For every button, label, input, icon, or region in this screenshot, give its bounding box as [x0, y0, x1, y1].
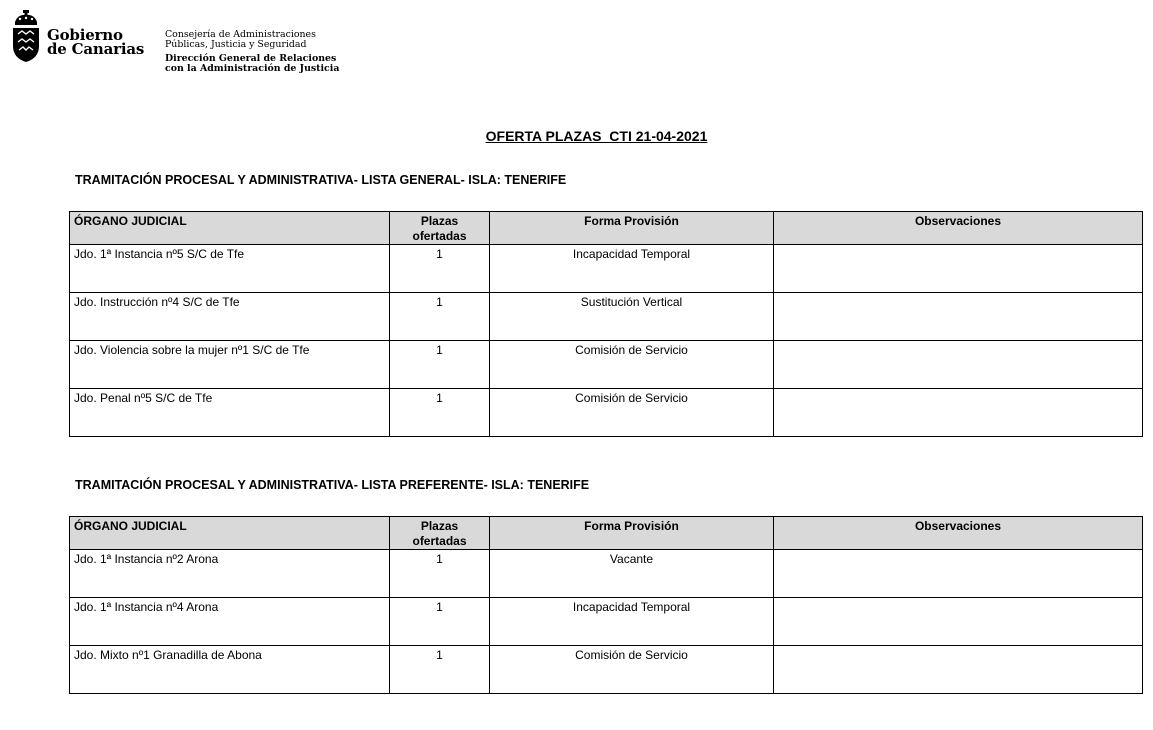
cell-forma: Incapacidad Temporal: [490, 598, 774, 646]
document-title: OFERTA PLAZAS CTI 21-04-2021: [485, 128, 708, 144]
table-row: [70, 293, 1143, 341]
cell-organo: Jdo. 1ª Instancia nº4 Arona: [70, 598, 390, 646]
government-name-line1: Gobierno: [47, 26, 123, 44]
column-header-plazas: [390, 212, 490, 245]
column-header-forma: Forma Provisión: [490, 212, 774, 245]
table-row: [70, 341, 1143, 389]
offers-table-preferente: [69, 516, 1143, 694]
table-row: [70, 245, 1143, 293]
table-row: [70, 550, 1143, 598]
column-header-observaciones: Observaciones: [774, 212, 1143, 245]
column-header-plazas: [390, 517, 490, 550]
department-info: [165, 30, 339, 74]
cell-forma: Sustitución Vertical: [490, 293, 774, 341]
government-name: [47, 28, 144, 56]
offers-table-general: [69, 211, 1143, 437]
cell-observaciones: [774, 598, 1143, 646]
department-line1: Consejería de Administraciones: [165, 29, 316, 40]
cell-forma: Comisión de Servicio: [490, 341, 774, 389]
cell-organo: Jdo. Mixto nº1 Granadilla de Abona: [70, 646, 390, 694]
cell-observaciones: [774, 293, 1143, 341]
table-header-row: [70, 517, 1143, 550]
cell-organo: Jdo. 1ª Instancia nº2 Arona: [70, 550, 390, 598]
directorate-line2: con la Administración de Justicia: [165, 63, 340, 74]
cell-forma: Vacante: [490, 550, 774, 598]
column-header-plazas-line2: ofertadas: [412, 229, 467, 243]
cell-observaciones: [774, 245, 1143, 293]
table-row: [70, 598, 1143, 646]
column-header-organo: ÓRGANO JUDICIAL: [70, 212, 390, 245]
department-line2: Públicas, Justicia y Seguridad: [165, 39, 307, 50]
cell-organo: Jdo. 1ª Instancia nº5 S/C de Tfe: [70, 245, 390, 293]
government-name-line2: de Canarias: [47, 40, 145, 58]
cell-plazas: 1: [390, 293, 490, 341]
cell-plazas: 1: [390, 598, 490, 646]
column-header-organo: ÓRGANO JUDICIAL: [70, 517, 390, 550]
cell-observaciones: [774, 341, 1143, 389]
cell-organo: Jdo. Penal nº5 S/C de Tfe: [70, 389, 390, 437]
cell-forma: Comisión de Servicio: [490, 389, 774, 437]
section-title-general: TRAMITACIÓN PROCESAL Y ADMINISTRATIVA- LISTA GENERAL- ISLA: TENERIFE: [75, 173, 567, 187]
cell-plazas: 1: [390, 646, 490, 694]
column-header-plazas-line1: Plazas: [420, 519, 459, 533]
table-header-row: [70, 212, 1143, 245]
cell-plazas: 1: [390, 550, 490, 598]
column-header-forma: Forma Provisión: [490, 517, 774, 550]
cell-organo: Jdo. Instrucción nº4 S/C de Tfe: [70, 293, 390, 341]
cell-plazas: 1: [390, 341, 490, 389]
column-header-plazas-line1: Plazas: [420, 214, 459, 228]
column-header-observaciones: Observaciones: [774, 517, 1143, 550]
coat-of-arms-icon: [10, 10, 42, 64]
table-row: [70, 646, 1143, 694]
cell-plazas: 1: [390, 389, 490, 437]
cell-observaciones: [774, 550, 1143, 598]
cell-observaciones: [774, 389, 1143, 437]
cell-organo: Jdo. Violencia sobre la mujer nº1 S/C de Tfe: [70, 341, 390, 389]
cell-forma: Comisión de Servicio: [490, 646, 774, 694]
letterhead: [10, 8, 410, 80]
section-title-preferente: TRAMITACIÓN PROCESAL Y ADMINISTRATIVA- LISTA PREFERENTE- ISLA: TENERIFE: [75, 478, 590, 492]
cell-forma: Incapacidad Temporal: [490, 245, 774, 293]
table-row: [70, 389, 1143, 437]
cell-observaciones: [774, 646, 1143, 694]
cell-plazas: 1: [390, 245, 490, 293]
column-header-plazas-line2: ofertadas: [412, 534, 467, 548]
directorate-line1: Dirección General de Relaciones: [165, 53, 337, 64]
